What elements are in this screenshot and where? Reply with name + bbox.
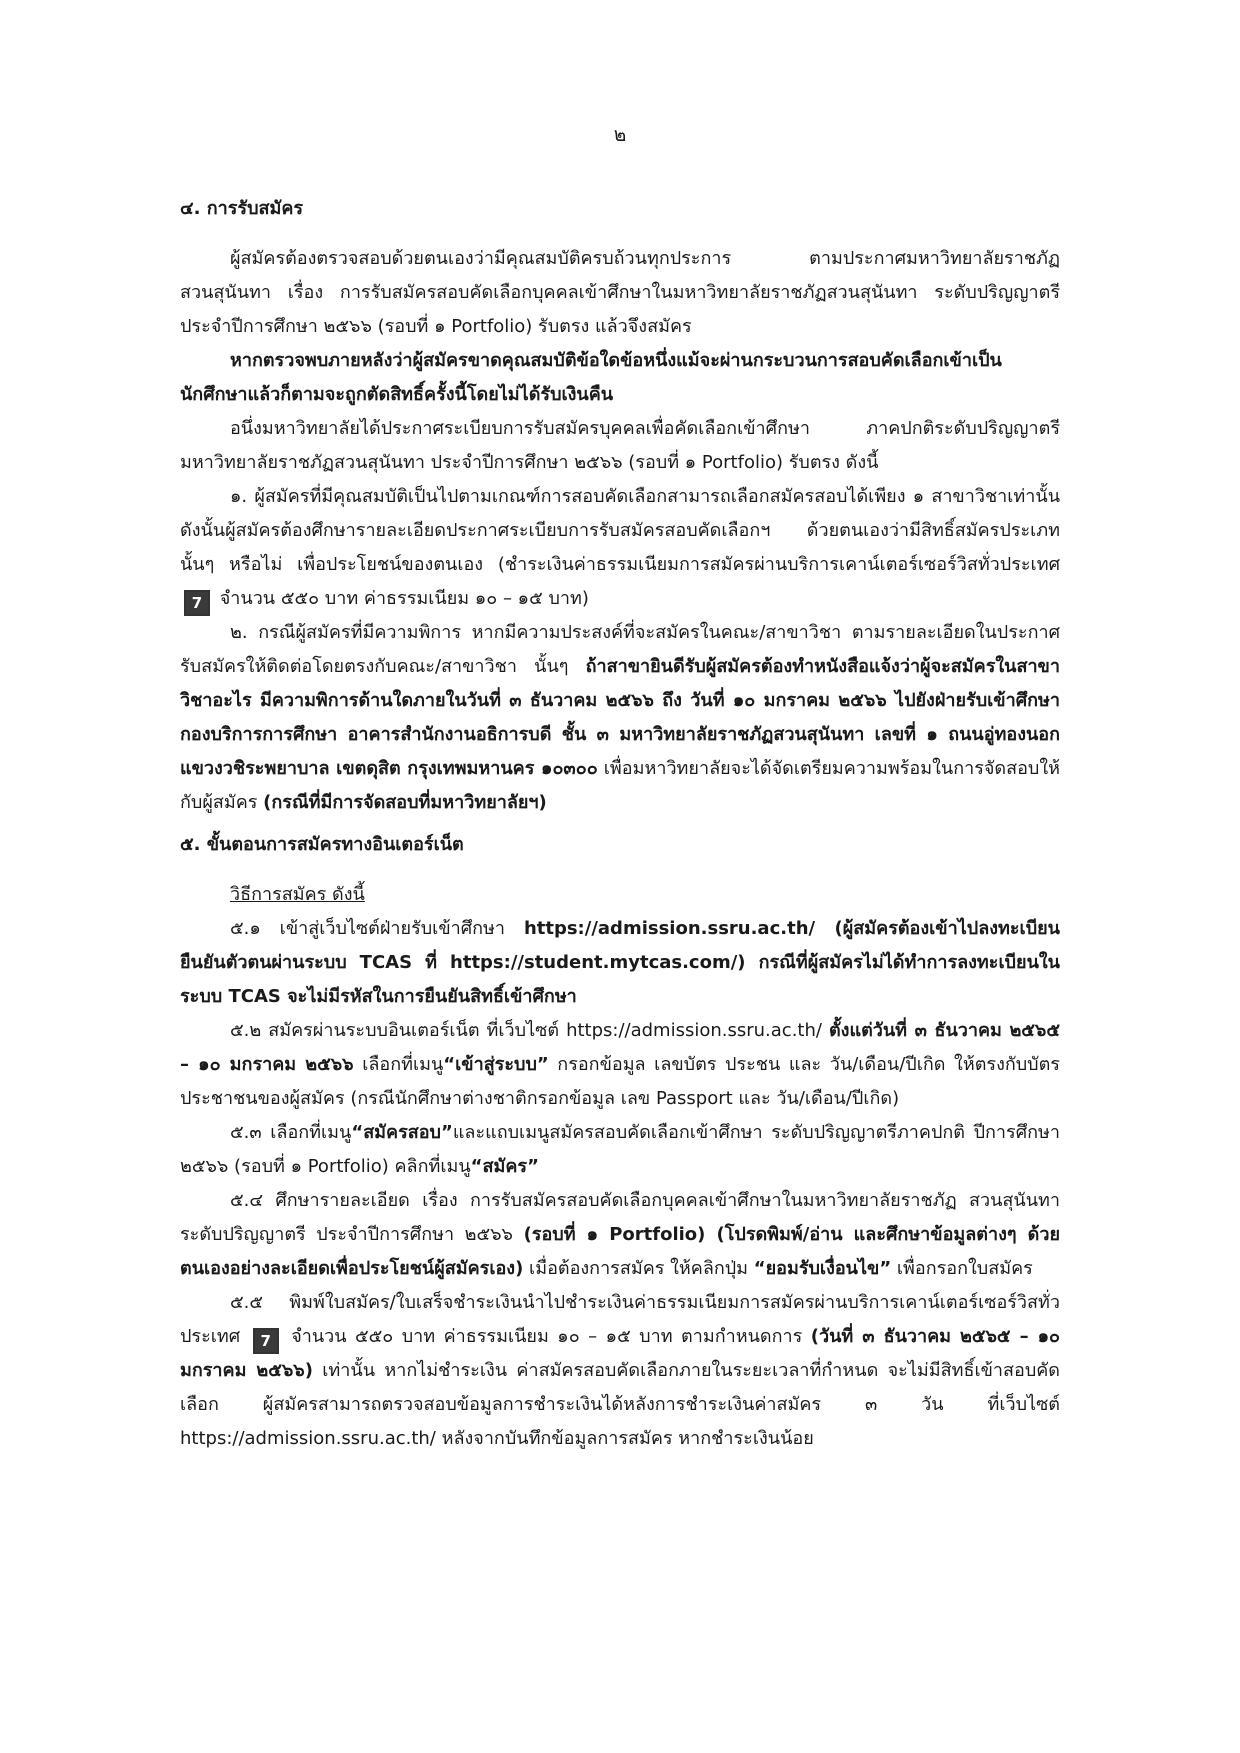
step-5-4-rest: เพื่อกรอกใบสมัคร	[896, 1258, 1033, 1279]
step-5-2-rest: กรอกข้อมูล เลขบัตร ประชน และ วัน/เดือน/ปีเกิด ให้ตรงกับบัตรประชาชนของผู้สมัคร (กรณีนักศึกษาต่างชาติกรอกข้อมูล เลข Passport และ วัน/เดือน/ปีเกิด)	[180, 1054, 1060, 1109]
step-5-5-dates: (วันที่ ๓ ธันวาคม ๒๕๖๕ – ๑๐ มกราคม ๒๕๖๖)	[180, 1326, 1060, 1381]
item-2-text: ๒. กรณีผู้สมัครที่มีความพิการ หากมีความประสงค์ที่จะสมัครในคณะ/สาขาวิชา ตามรายละเอียดในประกาศรับสมัครให้ติดต่อโดยตรงกับคณะ/สาขาวิชา นั้นๆ	[180, 622, 1060, 677]
step-5-2-menu: “เข้าสู่ระบบ”	[443, 1054, 549, 1075]
step-5-3-rest: และแถบเมนูสมัครสอบคัดเลือกเข้าศึกษา ระดับปริญญาตรีภาคปกติ ปีการศึกษา ๒๕๖๖ (รอบที่ ๑ Portfolio) คลิกที่เมนู	[180, 1122, 1060, 1177]
section-4-paragraph-1: ผู้สมัครต้องตรวจสอบด้วยตนเองว่ามีคุณสมบัติครบถ้วนทุกประการ ตามประกาศมหาวิทยาลัยราชภัฏสวนสุนันทา เรื่อง การรับสมัครสอบคัดเลือกบุคคลเข้าศึกษาในมหาวิทยาลัยราชภัฏสวนสุนันทา ระดับปริญญาตรี ประจำปีการศึกษา ๒๕๖๖ (รอบที่ ๑ Portfolio) รับตรง แล้วจึงสมัคร	[180, 248, 1060, 337]
section-5-subheading: วิธีการสมัคร ดังนี้	[230, 884, 365, 905]
item-2-purpose: เพื่อมหาวิทยาลัยจะได้จัดเตรียมความพร้อมในการจัดสอบให้กับผู้สมัคร	[180, 758, 1060, 813]
step-5-5-fee: จำนวน ๕๕๐ บาท ค่าธรรมเนียม ๑๐ – ๑๕ บาท ตามกำหนดการ	[291, 1326, 803, 1347]
step-5-3-apply: “สมัคร”	[470, 1156, 539, 1177]
step-5-5-text: ๕.๕ พิมพ์ใบสมัคร/ใบเสร็จชำระเงินนำไปชำระเงินค่าธรรมเนียมการสมัครผ่านบริการเคาน์เตอร์เซอร์วิสทั่วประเทศ	[180, 1292, 1060, 1347]
step-5-3-text: ๕.๓ เลือกที่เมนู	[230, 1122, 352, 1143]
section-4-item-2	[180, 616, 1060, 820]
step-5-4-click: เมื่อต้องการสมัคร ให้คลิกปุ่ม	[529, 1258, 749, 1279]
step-5-2-text: ๕.๒ สมัครผ่านระบบอินเตอร์เน็ต ที่เว็บไซต์ https://admission.ssru.ac.th/	[230, 1020, 822, 1041]
step-5-3-menu: “สมัครสอบ”	[351, 1122, 453, 1143]
step-5-1-bold: https://admission.ssru.ac.th/ (ผู้สมัครต้องเข้าไปลงทะเบียนยืนยันตัวตนผ่านระบบ TCAS ที่ https://student.mytcas.com/) กรณีที่ผู้สมัครไม่ได้ทำการลงทะเบียนในระบบ TCAS จะไม่มีรหัสในการยืนยันสิทธิ์เข้าศึกษา	[180, 918, 1060, 1007]
page-number: ๒	[613, 124, 627, 146]
item-1-fee: จำนวน ๕๕๐ บาท ค่าธรรมเนียม ๑๐ – ๑๕ บาท)	[219, 588, 589, 609]
item-2-note: (กรณีที่มีการจัดสอบที่มหาวิทยาลัยฯ)	[263, 792, 547, 813]
item-1-text: ๑. ผู้สมัครที่มีคุณสมบัติเป็นไปตามเกณฑ์การสอบคัดเลือกสามารถเลือกสมัครสอบได้เพียง ๑ สาขาวิชาเท่านั้น ดังนั้นผู้สมัครต้องศึกษารายละเอียดประกาศระเบียบการรับสมัครสอบคัดเลือกฯ ด้วยตนเองว่ามีสิทธิ์สมัครประเภทนั้นๆ หรือไม่ เพื่อประโยชน์ของตนเอง (ชำระเงินค่าธรรมเนียมการสมัครผ่านบริการเคาน์เตอร์เซอร์วิสทั่วประเทศ	[180, 486, 1060, 575]
step-5-3	[180, 1116, 1060, 1184]
section-4-paragraph-3: อนึ่งมหาวิทยาลัยได้ประกาศระเบียบการรับสมัครบุคคลเพื่อคัดเลือกเข้าศึกษา ภาคปกติระดับปริญญาตรี มหาวิทยาลัยราชภัฏสวนสุนันทา ประจำปีการศึกษา ๒๕๖๖ (รอบที่ ๑ Portfolio) รับตรง ดังนี้	[180, 418, 1060, 473]
section-5-heading: ๕. ขั้นตอนการสมัครทางอินเตอร์เน็ต	[180, 834, 464, 855]
step-5-4	[180, 1184, 1060, 1286]
seven-eleven-logo-icon: 7	[184, 590, 210, 616]
step-5-5	[180, 1286, 1060, 1456]
step-5-1	[180, 912, 1060, 1014]
document-body	[180, 192, 1060, 1456]
step-5-4-accept: “ยอมรับเงื่อนไข”	[753, 1258, 892, 1279]
step-5-5-rest: เท่านั้น หากไม่ชำระเงิน ค่าสมัครสอบคัดเลือกภายในระยะเวลาที่กำหนด จะไม่มีสิทธิ์เข้าสอบคัดเลือก ผู้สมัครสามารถตรวจสอบข้อมูลการชำระเงินได้หลังการชำระเงินค่าสมัคร ๓ วัน ที่เว็บไซต์ https://admission.ssru.ac.th/ หลังจากบันทึกข้อมูลการสมัคร หากชำระเงินน้อย	[180, 1360, 1060, 1449]
step-5-2	[180, 1014, 1060, 1116]
step-5-2-menu-label: เลือกที่เมนู	[362, 1054, 444, 1075]
step-5-4-bold: (รอบที่ ๑ Portfolio) (โปรดพิมพ์/อ่าน และศึกษาข้อมูลต่างๆ ด้วยตนเองอย่างละเอียดเพื่อประโยชน์ผู้สมัครเอง)	[180, 1224, 1061, 1279]
section-4-heading: ๔. การรับสมัคร	[180, 198, 304, 219]
seven-eleven-logo-icon: 7	[253, 1328, 279, 1354]
step-5-1-text: ๕.๑ เข้าสู่เว็บไซต์ฝ่ายรับเข้าศึกษา	[230, 918, 506, 939]
section-4-warning: หากตรวจพบภายหลังว่าผู้สมัครขาดคุณสมบัติข้อใดข้อหนึ่งแม้จะผ่านกระบวนการสอบคัดเลือกเข้าเป็นนักศึกษาแล้วก็ตามจะถูกตัดสิทธิ์ครั้งนี้โดยไม่ได้รับเงินคืน	[180, 350, 1002, 405]
step-5-4-text: ๕.๔ ศึกษารายละเอียด เรื่อง การรับสมัครสอบคัดเลือกบุคคลเข้าศึกษาในมหาวิทยาลัยราชภัฏ สวนสุนันทา ระดับปริญญาตรี ประจำปีการศึกษา ๒๕๖๖	[180, 1190, 1060, 1245]
section-4-item-1	[180, 480, 1060, 616]
item-2-bold-text: ถ้าสาขายินดีรับผู้สมัครต้องทำหนังสือแจ้งว่าผู้จะสมัครในสาขาวิชาอะไร มีความพิการด้านใดภายในวันที่ ๓ ธันวาคม ๒๕๖๖ ถึง วันที่ ๑๐ มกราคม ๒๕๖๖ ไปยังฝ่ายรับเข้าศึกษา กองบริการการศึกษา อาคารสำนักงานอธิการบดี ชั้น ๓ มหาวิทยาลัยราชภัฏสวนสุนันทา เลขที่ ๑ ถนนอู่ทองนอก แขวงวชิระพยาบาล เขตดุสิต กรุงเทพมหานคร ๑๐๓๐๐	[180, 656, 1060, 779]
step-5-2-dates: ตั้งแต่วันที่ ๓ ธันวาคม ๒๕๖๕ – ๑๐ มกราคม ๒๕๖๖	[180, 1020, 1060, 1075]
